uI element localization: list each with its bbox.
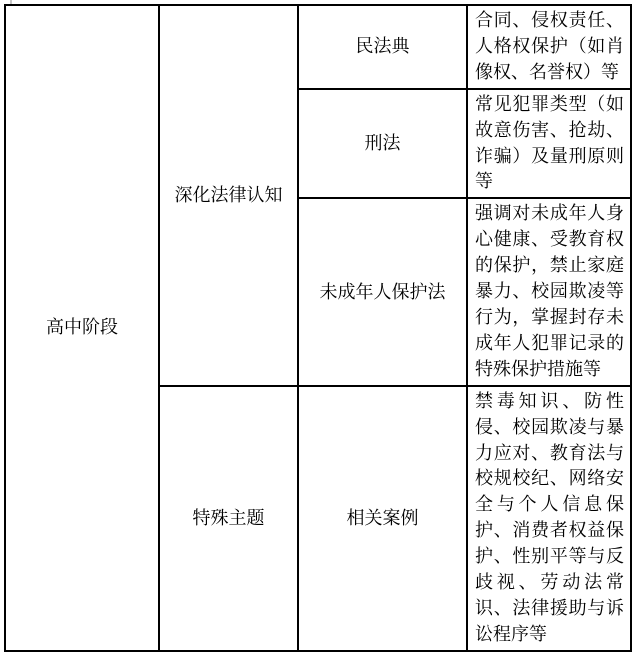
cell-topic-minors-protection-law: 未成年人保护法	[298, 198, 467, 385]
cell-topic-civil-code: 民法典	[298, 5, 467, 89]
cell-category-deepen-legal-cognition: 深化法律认知	[159, 5, 298, 386]
cell-topic-related-cases: 相关案例	[298, 386, 467, 651]
legal-education-table	[4, 4, 632, 652]
cell-detail-criminal-law: 常见犯罪类型（如故意伤害、抢劫、诈骗）及量刑原则等	[467, 89, 631, 199]
cell-detail-civil-code: 合同、侵权责任、人格权保护（如肖像权、名誉权）等	[467, 5, 631, 89]
cell-stage-label: 高中阶段	[5, 5, 159, 651]
cell-topic-criminal-law: 刑法	[298, 89, 467, 199]
cell-detail-minors-protection-law: 强调对未成年人身心健康、受教育权的保护，禁止家庭暴力、校园欺凌等行为，掌握封存未成年人犯罪记录的特殊保护措施等	[467, 198, 631, 385]
cell-category-special-topics: 特殊主题	[159, 386, 298, 651]
cell-detail-related-cases: 禁毒知识、防性侵、校园欺凌与暴力应对、教育法与校规校纪、网络安全与个人信息保护、消费者权益保护、性别平等与反歧视、劳动法常识、法律援助与诉讼程序等	[467, 386, 631, 651]
table-row	[5, 5, 631, 89]
